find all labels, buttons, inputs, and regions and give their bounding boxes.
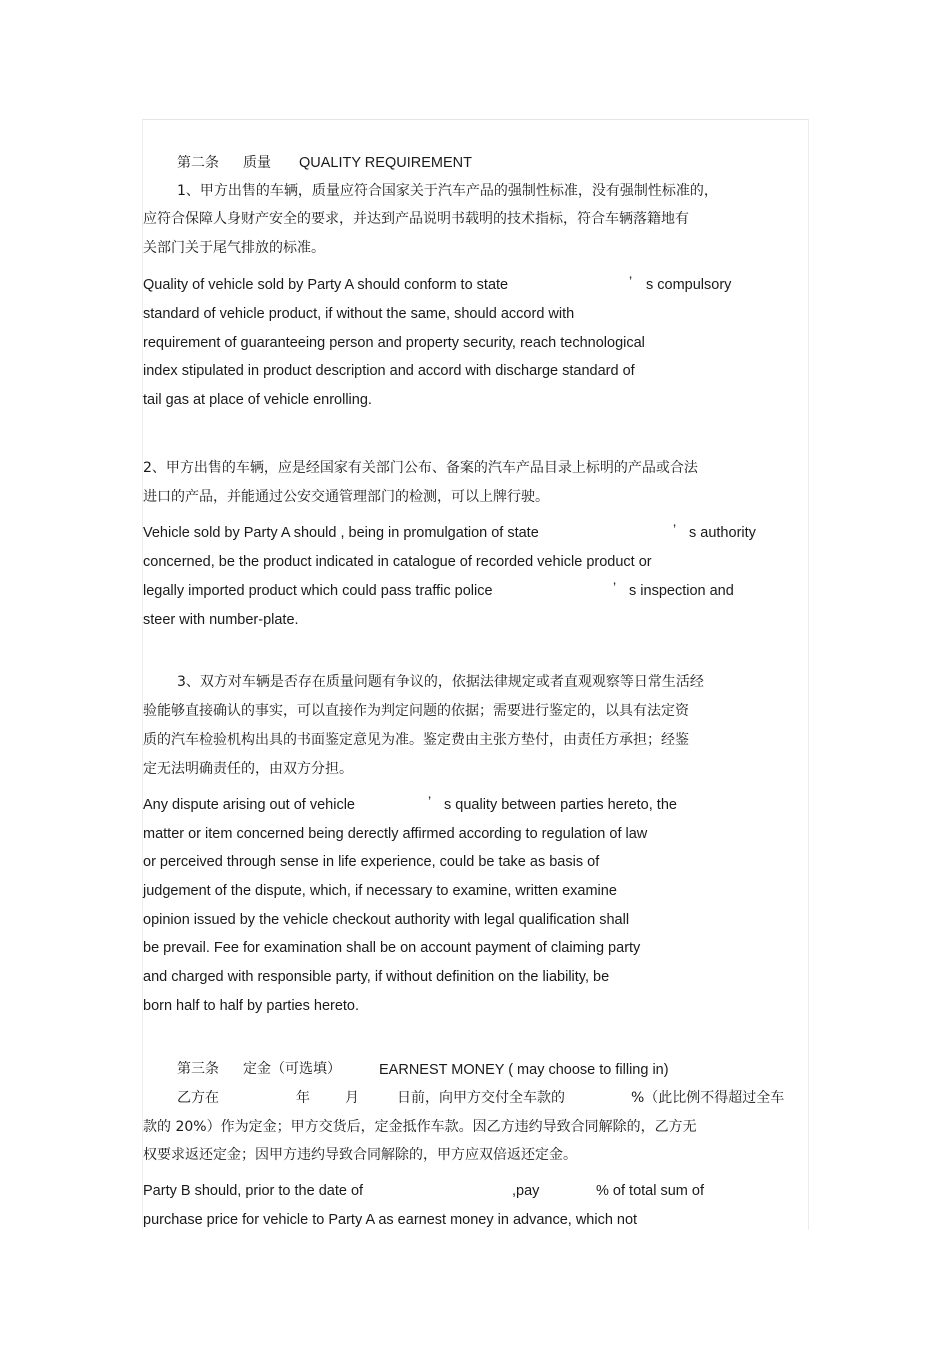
- text-line: 款的 20%）作为定金；甲方交货后，定金抵作车款。因乙方违约导致合同解除的，乙方无: [143, 1119, 697, 1135]
- text-line: %（此比例不得超过全车: [631, 1090, 785, 1106]
- text-line: 权要求返还定金；因甲方违约导致合同解除的，甲方应双倍返还定金。: [143, 1147, 577, 1163]
- apostrophe: ’: [613, 579, 617, 595]
- text-line: s inspection and: [629, 583, 734, 599]
- apostrophe: ’: [673, 521, 677, 537]
- text-line: opinion issued by the vehicle checkout authority with legal qualification shall: [143, 912, 630, 928]
- text-line: tail gas at place of vehicle enrolling.: [143, 392, 372, 408]
- text-line: 日前，向甲方交付全车款的: [397, 1090, 565, 1106]
- text-line: matter or item concerned being derectly affirmed according to regulation of law: [143, 826, 648, 842]
- text-line: 月: [345, 1090, 359, 1106]
- text-line: steer with number-plate.: [143, 612, 299, 628]
- text-line: purchase price for vehicle to Party A as earnest money in advance, which not: [143, 1212, 638, 1228]
- text-line: Vehicle sold by Party A should , being in promulgation of state: [143, 525, 539, 541]
- text-line: and charged with responsible party, if without definition on the liability, be: [143, 969, 610, 985]
- text-line: be prevail. Fee for examination shall be on account payment of claiming party: [143, 940, 641, 956]
- text-line: Any dispute arising out of vehicle: [143, 797, 355, 813]
- text-line: or perceived through sense in life experience, could be take as basis of: [143, 854, 600, 870]
- article-2-title-en: QUALITY REQUIREMENT: [299, 155, 472, 171]
- article-2-number: 第二条: [177, 155, 219, 171]
- text-line: s quality between parties hereto, the: [444, 797, 677, 813]
- text-line: index stipulated in product description and accord with discharge standard of: [143, 363, 635, 379]
- text-line: 进口的产品，并能通过公安交通管理部门的检测，可以上牌行驶。: [143, 489, 549, 505]
- text-line: 3、双方对车辆是否存在质量问题有争议的，依据法律规定或者直观观察等日常生活经: [177, 674, 704, 690]
- apostrophe: ’: [629, 273, 633, 289]
- text-line: 1、甲方出售的车辆，质量应符合国家关于汽车产品的强制性标准，没有强制性标准的，: [177, 183, 718, 199]
- text-line: concerned, be the product indicated in catalogue of recorded vehicle product or: [143, 554, 652, 570]
- text-line: 乙方在: [177, 1090, 219, 1106]
- text-line: 关部门关于尾气排放的标准。: [143, 240, 325, 256]
- text-line: s compulsory: [646, 277, 732, 293]
- text-line: s authority: [689, 525, 756, 541]
- article-3-title-cn: 定金（可选填）: [243, 1061, 341, 1077]
- text-line: Party B should, prior to the date of: [143, 1183, 364, 1199]
- article-3-number: 第三条: [177, 1061, 219, 1077]
- text-line: 定无法明确责任的，由双方分担。: [143, 761, 353, 777]
- text-line: 2、甲方出售的车辆，应是经国家有关部门公布、备案的汽车产品目录上标明的产品或合法: [143, 460, 698, 476]
- text-line: standard of vehicle product, if without the same, should accord with: [143, 306, 575, 322]
- text-line: Quality of vehicle sold by Party A should conform to state: [143, 277, 509, 293]
- text-line: ,pay: [512, 1183, 540, 1199]
- article-3-title-en: EARNEST MONEY ( may choose to filling in): [379, 1062, 669, 1078]
- text-line: 质的汽车检验机构出具的书面鉴定意见为准。鉴定费由主张方垫付，由责任方承担；经鉴: [143, 732, 689, 748]
- text-line: requirement of guaranteeing person and property security, reach technological: [143, 335, 645, 351]
- text-line: 应符合保障人身财产安全的要求，并达到产品说明书载明的技术指标，符合车辆落籍地有: [143, 211, 689, 227]
- article-2-title-cn: 质量: [243, 155, 271, 171]
- apostrophe: ’: [428, 793, 432, 809]
- text-line: 年: [296, 1090, 310, 1106]
- text-line: % of total sum of: [596, 1183, 704, 1199]
- text-line: 验能够直接确认的事实，可以直接作为判定问题的依据；需要进行鉴定的，以具有法定资: [143, 703, 689, 719]
- text-line: judgement of the dispute, which, if necessary to examine, written examine: [143, 883, 617, 899]
- text-line: born half to half by parties hereto.: [143, 998, 360, 1014]
- text-line: legally imported product which could pass traffic police: [143, 583, 493, 599]
